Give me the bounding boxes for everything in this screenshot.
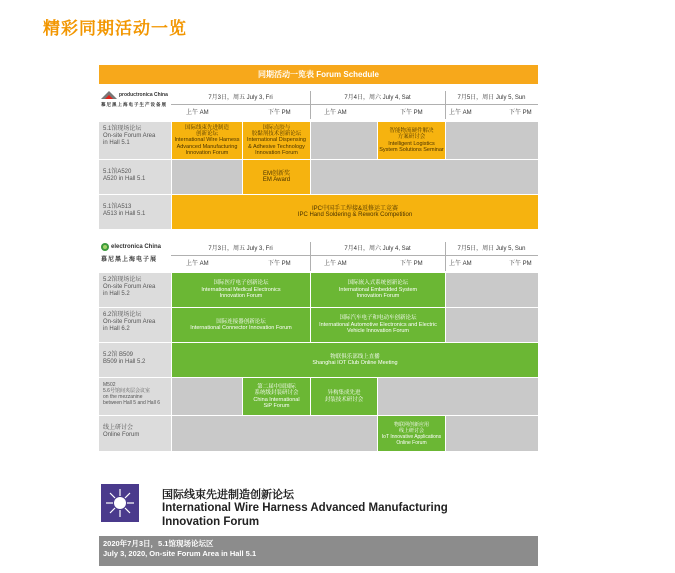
empty-cell	[446, 416, 538, 451]
date-header-d1: 7月3日，周五 July 3, Fri	[208, 246, 273, 252]
event-em-award: EM创新奖 EM Award	[243, 160, 310, 194]
empty-cell	[378, 378, 538, 415]
empty-cell	[311, 122, 377, 159]
row-label: M502 5.6号馆间夹层会议室 on the mezzanine between Hall 5 and Hall 6	[99, 378, 171, 415]
empty-cell	[446, 122, 538, 159]
date-header-d3: 7月5日，周日 July 5, Sun	[457, 246, 526, 252]
event-iot-online: 物联网创新应用 线上研讨会 IoT Innovative Applications Online Forum	[378, 416, 445, 451]
row-label: 5.2馆 B509 B509 in Hall 5.2	[99, 343, 171, 377]
row-label: 5.1馆A520 A520 in Hall 5.1	[99, 160, 171, 194]
forum-title-cn: 国际线束先进制造创新论坛	[162, 488, 294, 501]
electronica-logo-name: electronica China	[111, 244, 162, 250]
am-label: 上午 AM	[449, 110, 472, 116]
schedule-header: 同期活动一览表 Forum Schedule	[99, 65, 538, 84]
forum-date-cn: 2020年7月3日，5.1馆现场论坛区	[103, 539, 214, 548]
productronica-logo-name: productronica China	[119, 92, 168, 98]
date-header-d2: 7月4日，周六 July 4, Sat	[344, 246, 411, 252]
productronica-logo	[101, 91, 171, 119]
electronica-logo-sub: 慕尼黑上海电子展	[101, 257, 158, 263]
event-embedded-system: 国际嵌入式系统创新论坛 International Embedded System Innovation Forum	[311, 273, 445, 307]
event-ipc-competition: IPC中国手工焊接&返修运工竞赛 IPC Hand Soldering & Rework Competition	[172, 195, 538, 229]
empty-cell	[172, 378, 242, 415]
forum-date-bar	[99, 536, 538, 566]
electronica-logo	[101, 243, 171, 271]
date-header-d3: 7月5日，周日 July 5, Sun	[457, 95, 526, 101]
row-label: 线上研讨会 Online Forum	[99, 416, 171, 451]
event-dispensing: 国际点胶与 胶黏剂技术创新论坛 International Dispensing & Adhesive Technology Innovation Forum	[243, 122, 310, 159]
row-label: 6.2馆现场论坛 On-site Forum Area in Hall 6.2	[99, 308, 171, 342]
empty-cell	[172, 160, 242, 194]
event-connector: 国际连接器创新论坛 International Connector Innovation Forum	[172, 308, 310, 342]
empty-cell	[172, 416, 377, 451]
event-iot-club: 物联俱乐部线上直播 Shanghai IOT Club Online Meeting	[172, 343, 538, 377]
pm-label: 下午 PM	[509, 261, 532, 267]
empty-cell	[311, 160, 538, 194]
productronica-logo-sub: 慕尼黑上海电子生产设备展	[101, 102, 167, 107]
pm-label: 下午 PM	[268, 261, 291, 267]
am-label: 上午 AM	[186, 110, 209, 116]
am-label: 上午 AM	[324, 110, 347, 116]
empty-cell	[446, 308, 538, 342]
event-automotive: 国际汽车电子和电动车创新论坛 International Automotive Electronics and Electric Vehicle Innovation Forum	[311, 308, 445, 342]
forum-date-en: July 3, 2020, On-site Forum Area in Hall 5.1	[103, 549, 257, 558]
page-title: 精彩同期活动一览	[43, 19, 187, 39]
date-header-d2: 7月4日，周六 July 4, Sat	[344, 95, 411, 101]
row-label: 5.2馆现场论坛 On-site Forum Area in Hall 5.2	[99, 273, 171, 307]
event-logistics: 智能物流硬件解决 方案研讨会 Intelligent Logistics System Solutions Seminar	[378, 122, 445, 159]
event-sip-forum: 第二届中国国际 系统级封装研讨会 China International SiP Forum	[243, 378, 310, 415]
row-label: 5.1馆A513 A513 in Hall 5.1	[99, 195, 171, 229]
am-label: 上午 AM	[186, 261, 209, 267]
productronica-icon	[101, 91, 117, 99]
event-heterogeneous: 异构集成先进 封装技术研讨会	[311, 378, 377, 415]
pm-label: 下午 PM	[268, 110, 291, 116]
am-label: 上午 AM	[324, 261, 347, 267]
electronica-icon	[101, 243, 109, 251]
event-wire-harness: 国际线束先进制造 创新论坛 International Wire Harness Advanced Manufacturing Innovation Forum	[172, 122, 242, 159]
event-medical-electronics: 国际医疗电子创新论坛 International Medical Electronics Innovation Forum	[172, 273, 310, 307]
am-label: 上午 AM	[449, 261, 472, 267]
pm-label: 下午 PM	[400, 110, 423, 116]
pm-label: 下午 PM	[400, 261, 423, 267]
pm-label: 下午 PM	[509, 110, 532, 116]
row-label: 5.1馆现场论坛 On-site Forum Area in Hall 5.1	[99, 122, 171, 159]
forum-schedule-table	[99, 65, 538, 84]
forum-title-en: International Wire Harness Advanced Manufacturing Innovation Forum	[162, 502, 448, 528]
date-header-d1: 7月3日，周五 July 3, Fri	[208, 95, 273, 101]
empty-cell	[446, 273, 538, 307]
wire-harness-forum-icon	[101, 484, 139, 522]
